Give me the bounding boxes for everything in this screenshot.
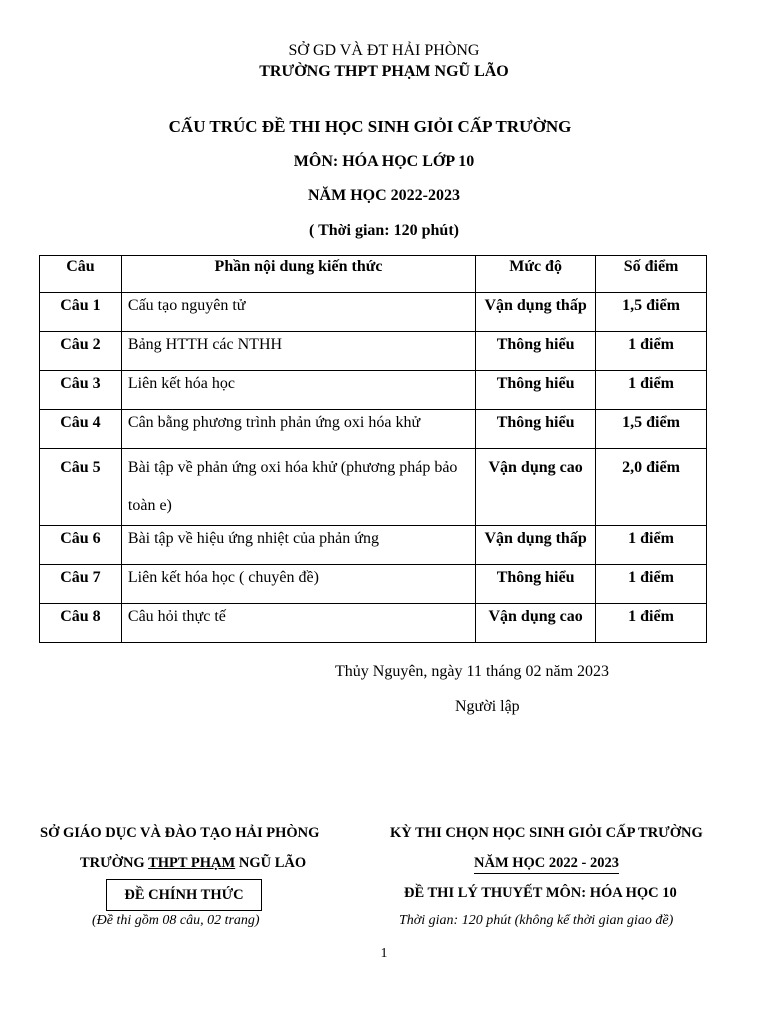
level-cell: Vận dụng cao	[476, 449, 596, 526]
table-row	[40, 604, 707, 643]
content-cell: Bài tập về phản ứng oxi hóa khử (phương pháp bảo toàn e)	[121, 449, 475, 526]
score-cell: 1 điểm	[596, 604, 707, 643]
level-cell: Thông hiểu	[476, 371, 596, 410]
question-cell: Câu 4	[40, 410, 122, 449]
footer-exam-name: KỲ THI CHỌN HỌC SINH GIỎI CẤP TRƯỜNG	[390, 825, 703, 841]
score-cell: 2,0 điểm	[596, 449, 707, 526]
footer-school-suffix: NGŨ LÃO	[235, 855, 307, 871]
column-header-score: Số điểm	[596, 256, 707, 293]
column-header-content: Phần nội dung kiến thức	[121, 256, 475, 293]
table-row	[40, 526, 707, 565]
level-cell: Thông hiểu	[476, 332, 596, 371]
question-cell: Câu 3	[40, 371, 122, 410]
question-cell: Câu 6	[40, 526, 122, 565]
question-cell: Câu 5	[40, 449, 122, 526]
table-header-row	[40, 256, 707, 293]
content-cell: Liên kết hóa học	[121, 371, 475, 410]
content-cell: Câu hỏi thực tế	[121, 604, 475, 643]
column-header-level: Mức độ	[476, 256, 596, 293]
question-cell: Câu 1	[40, 293, 122, 332]
content-cell: Cấu tạo nguyên tử	[121, 293, 475, 332]
document-title: CẤU TRÚC ĐỀ THI HỌC SINH GIỎI CẤP TRƯỜNG	[168, 117, 572, 136]
footer-school	[80, 855, 306, 872]
exam-time-heading: ( Thời gian: 120 phút)	[309, 222, 459, 239]
place-and-date: Thủy Nguyên, ngày 11 tháng 02 năm 2023	[335, 663, 610, 680]
footer-school-year: NĂM HỌC 2022 - 2023	[474, 855, 619, 874]
level-cell: Thông hiểu	[476, 565, 596, 604]
question-cell: Câu 7	[40, 565, 122, 604]
school-heading: TRƯỜNG THPT PHẠM NGŨ LÃO	[259, 63, 509, 80]
content-cell: Cân bằng phương trình phản ứng oxi hóa khử	[121, 410, 475, 449]
footer-school-underlined: THPT PHẠM	[148, 855, 236, 871]
table-row	[40, 410, 707, 449]
table-row	[40, 371, 707, 410]
score-cell: 1 điểm	[596, 526, 707, 565]
table-row	[40, 293, 707, 332]
question-cell: Câu 2	[40, 332, 122, 371]
page-number: 1	[380, 946, 388, 961]
column-header-question: Câu	[40, 256, 122, 293]
department-heading: SỞ GD VÀ ĐT HẢI PHÒNG	[288, 42, 480, 59]
content-cell: Bảng HTTH các NTHH	[121, 332, 475, 371]
footer-exam-subject: ĐỀ THI LÝ THUYẾT MÔN: HÓA HỌC 10	[404, 885, 677, 901]
level-cell: Vận dụng thấp	[476, 526, 596, 565]
author-label: Người lập	[455, 698, 520, 715]
score-cell: 1,5 điểm	[596, 410, 707, 449]
table-row	[40, 449, 707, 526]
table-row	[40, 565, 707, 604]
footer-school-prefix: TRƯỜNG	[80, 855, 149, 871]
content-cell: Bài tập về hiệu ứng nhiệt của phản ứng	[121, 526, 475, 565]
content-cell: Liên kết hóa học ( chuyên đề)	[121, 565, 475, 604]
subject-heading: MÔN: HÓA HỌC LỚP 10	[293, 153, 475, 170]
exam-note: (Đề thi gồm 08 câu, 02 trang)	[92, 913, 260, 928]
footer-exam-time: Thời gian: 120 phút (không kể thời gian giao đề)	[399, 913, 674, 928]
exam-structure-table	[39, 255, 707, 643]
score-cell: 1,5 điểm	[596, 293, 707, 332]
official-exam-label: ĐỀ CHÍNH THỨC	[124, 886, 244, 903]
school-year-heading: NĂM HỌC 2022-2023	[308, 187, 460, 204]
level-cell: Thông hiểu	[476, 410, 596, 449]
level-cell: Vận dụng cao	[476, 604, 596, 643]
question-cell: Câu 8	[40, 604, 122, 643]
footer-department: SỞ GIÁO DỤC VÀ ĐÀO TẠO HẢI PHÒNG	[40, 825, 320, 841]
level-cell: Vận dụng thấp	[476, 293, 596, 332]
score-cell: 1 điểm	[596, 371, 707, 410]
score-cell: 1 điểm	[596, 332, 707, 371]
official-exam-box	[106, 879, 262, 911]
score-cell: 1 điểm	[596, 565, 707, 604]
table-row	[40, 332, 707, 371]
